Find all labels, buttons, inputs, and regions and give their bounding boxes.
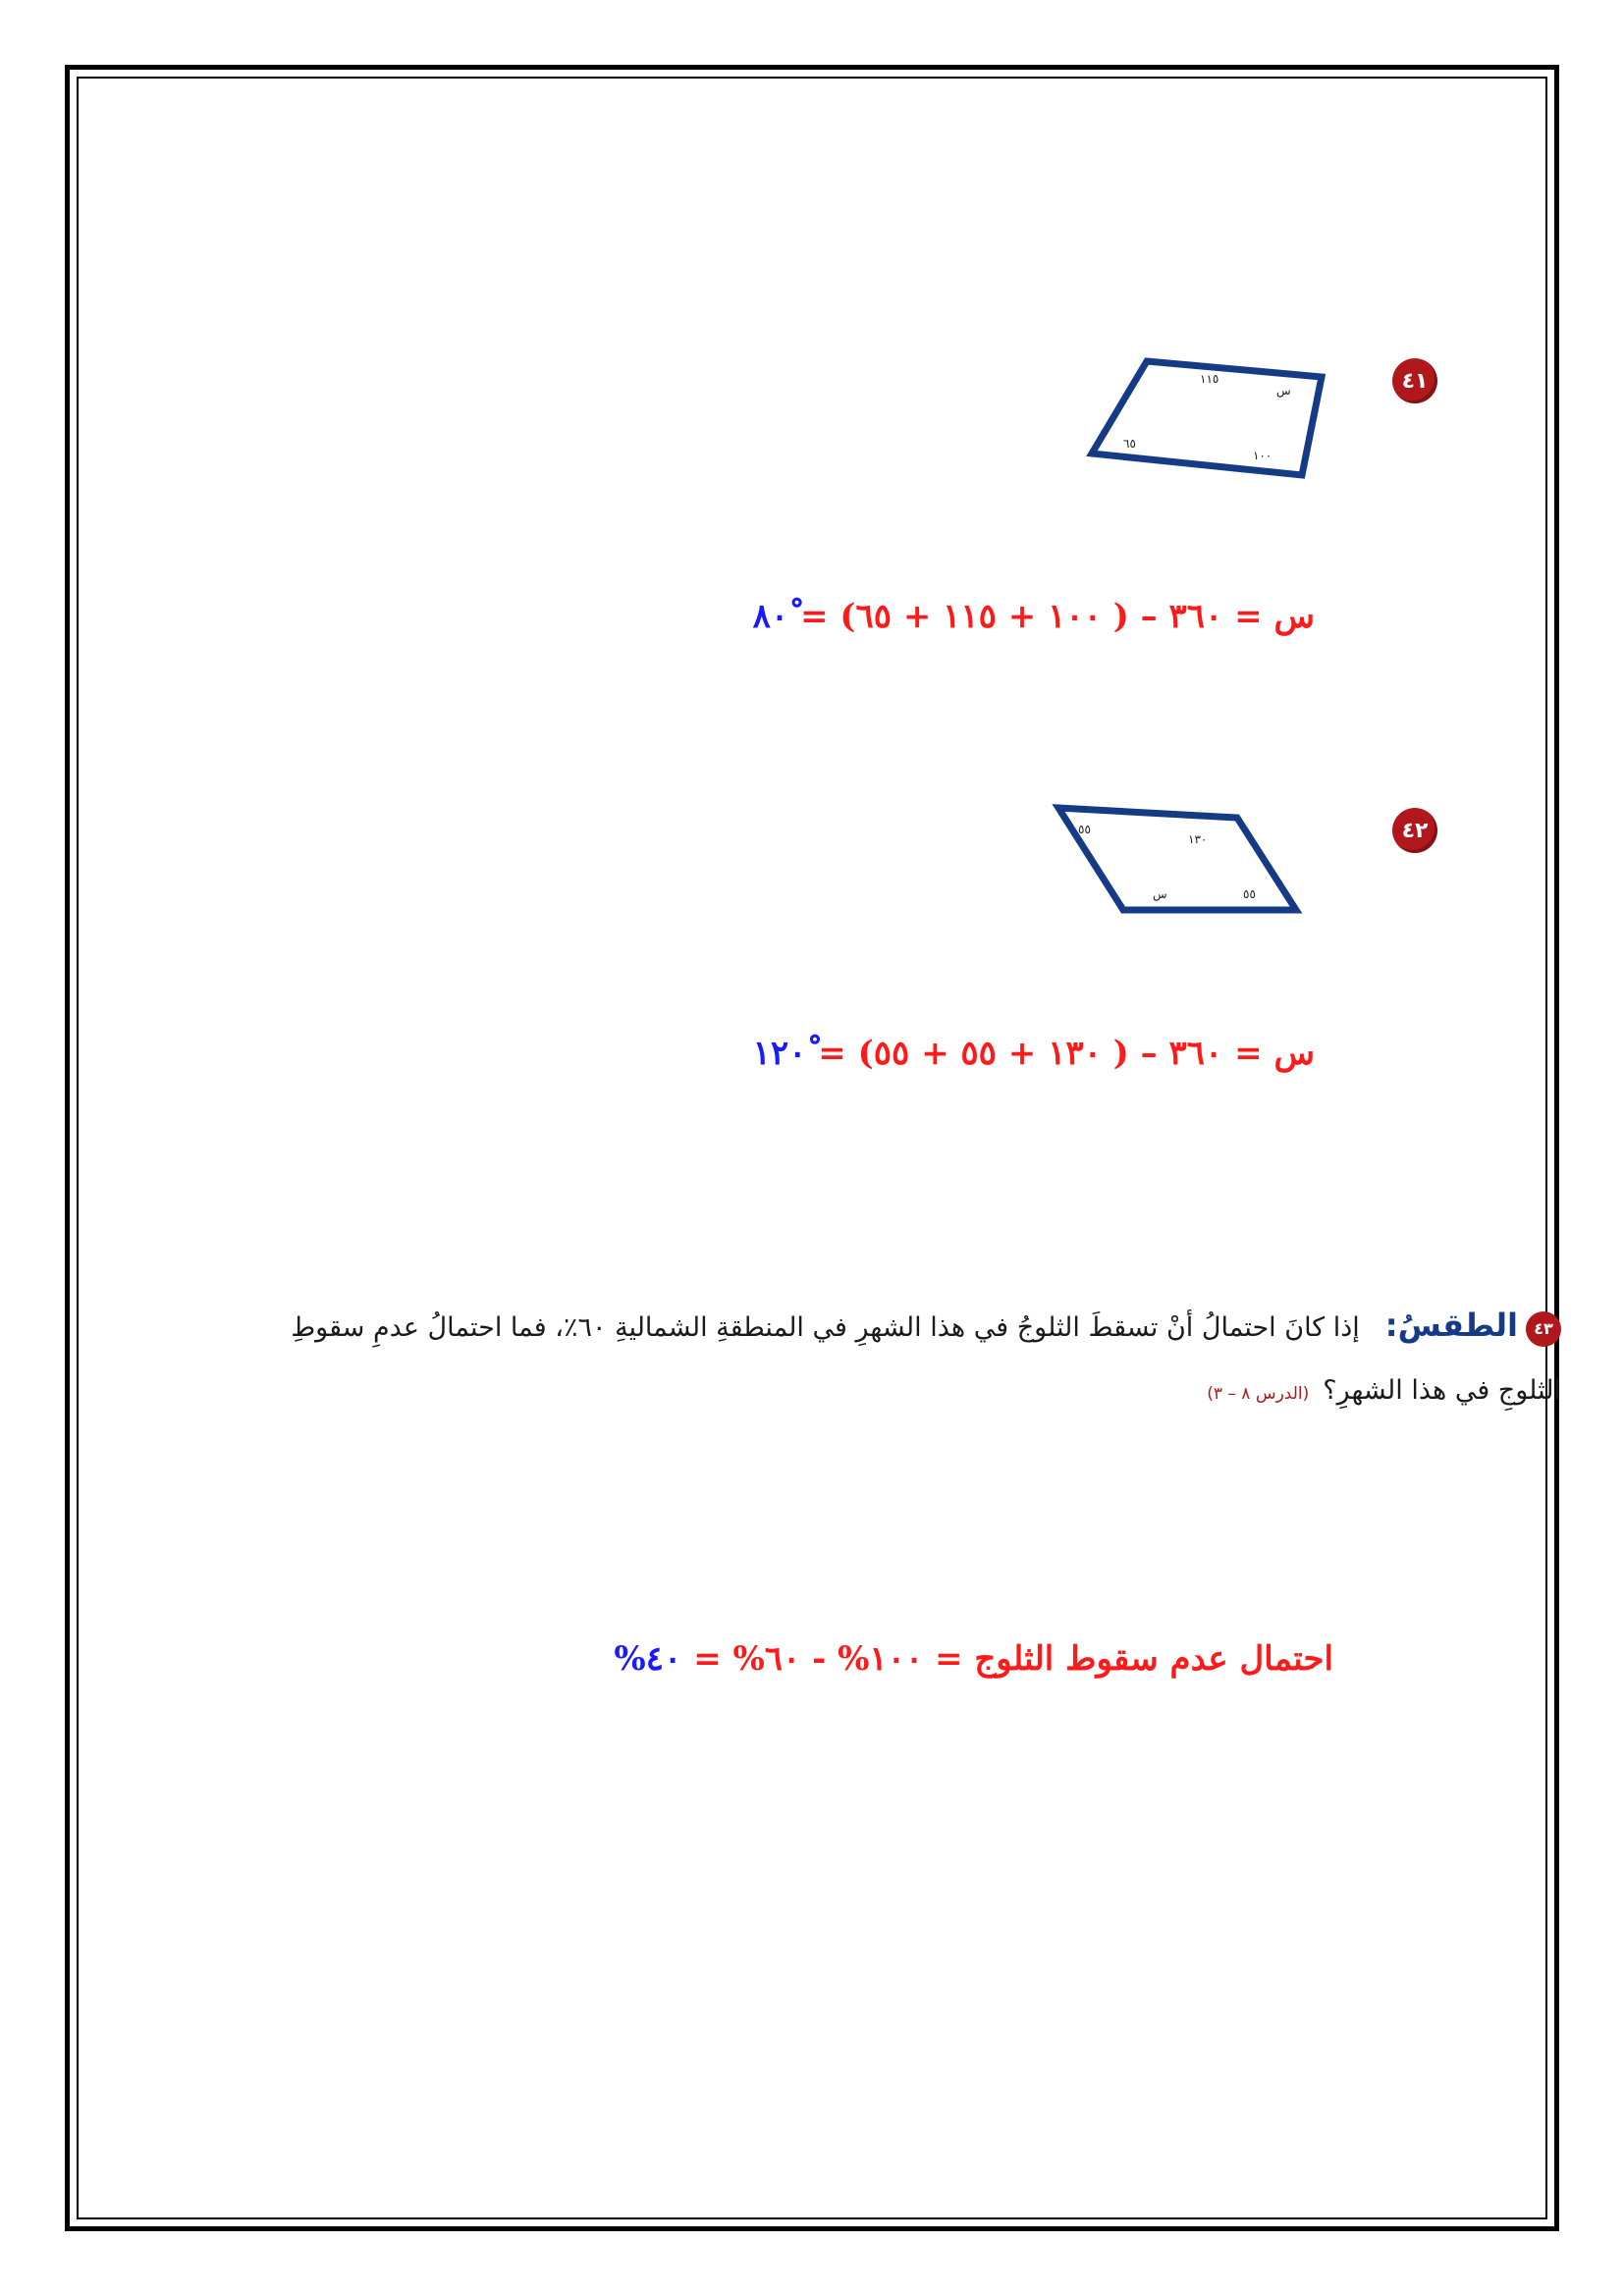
exercise-41-result: ٨٠ْ — [752, 597, 789, 636]
question-43-answer-equals: = — [681, 1639, 733, 1679]
exercise-42-equals: = — [806, 1034, 858, 1073]
quadrilateral-41-figure — [1080, 353, 1335, 491]
question-43-answer-work: احتمال عدم سقوط الثلوج = ١٠٠% - ٦٠% — [732, 1639, 1333, 1679]
exercise-41-solution — [753, 597, 1315, 636]
question-43-badge: ٤٣ — [1526, 1311, 1561, 1347]
exercise-41-solution-work: س = ٣٦٠ – ( ١٠٠ + ١١٥ + ٦٥) — [839, 597, 1315, 636]
angle-42-x: س — [1153, 887, 1167, 901]
exercise-41-number: ٤١ — [1401, 368, 1429, 394]
angle-41-top: ١١٥ — [1200, 372, 1219, 386]
lesson-reference: (الدرس ٨ – ٣) — [1207, 1384, 1310, 1404]
question-43-text-2: الثلوجِ في هذا الشهرِ؟ — [1323, 1375, 1561, 1406]
angle-42-bottom-right: ٥٥ — [1243, 887, 1256, 901]
question-43-text-1: إذا كانَ احتمالُ أنْ تسقطَ الثلوجُ في هذا الشهرِ في المنطقةِ الشماليةِ ٦٠٪، فما احتمالُ عدمِ سقوطِ — [291, 1312, 1360, 1343]
quadrilateral-42-figure — [1051, 800, 1306, 928]
exercise-42-solution — [753, 1034, 1315, 1073]
question-43-topic: الطقسُ: — [1384, 1307, 1518, 1344]
angle-41-x: س — [1276, 384, 1291, 398]
exercise-42-result: ١٢٠ْ — [752, 1034, 807, 1073]
angle-42-top-right: ١٣٠ — [1188, 832, 1208, 846]
question-43-line-2 — [108, 1360, 1561, 1425]
exercise-41-badge — [1392, 358, 1437, 403]
exercise-41-equals: = — [788, 597, 840, 636]
question-43-answer — [614, 1639, 1333, 1679]
question-43-answer-result: ٤٠% — [614, 1639, 682, 1679]
question-43-line-1 — [108, 1294, 1561, 1360]
angle-41-bottom-left: ٦٥ — [1123, 437, 1136, 451]
question-43 — [108, 1294, 1561, 1425]
exercise-42-number: ٤٢ — [1401, 818, 1429, 843]
exercise-42-solution-work: س = ٣٦٠ – ( ١٣٠ + ٥٥ + ٥٥) — [857, 1034, 1315, 1073]
angle-41-bottom-right: ١٠٠ — [1253, 449, 1272, 462]
quadrilateral-42-outline — [1058, 808, 1296, 910]
angle-42-top-left: ٥٥ — [1078, 823, 1091, 836]
exercise-42-badge — [1392, 808, 1437, 853]
